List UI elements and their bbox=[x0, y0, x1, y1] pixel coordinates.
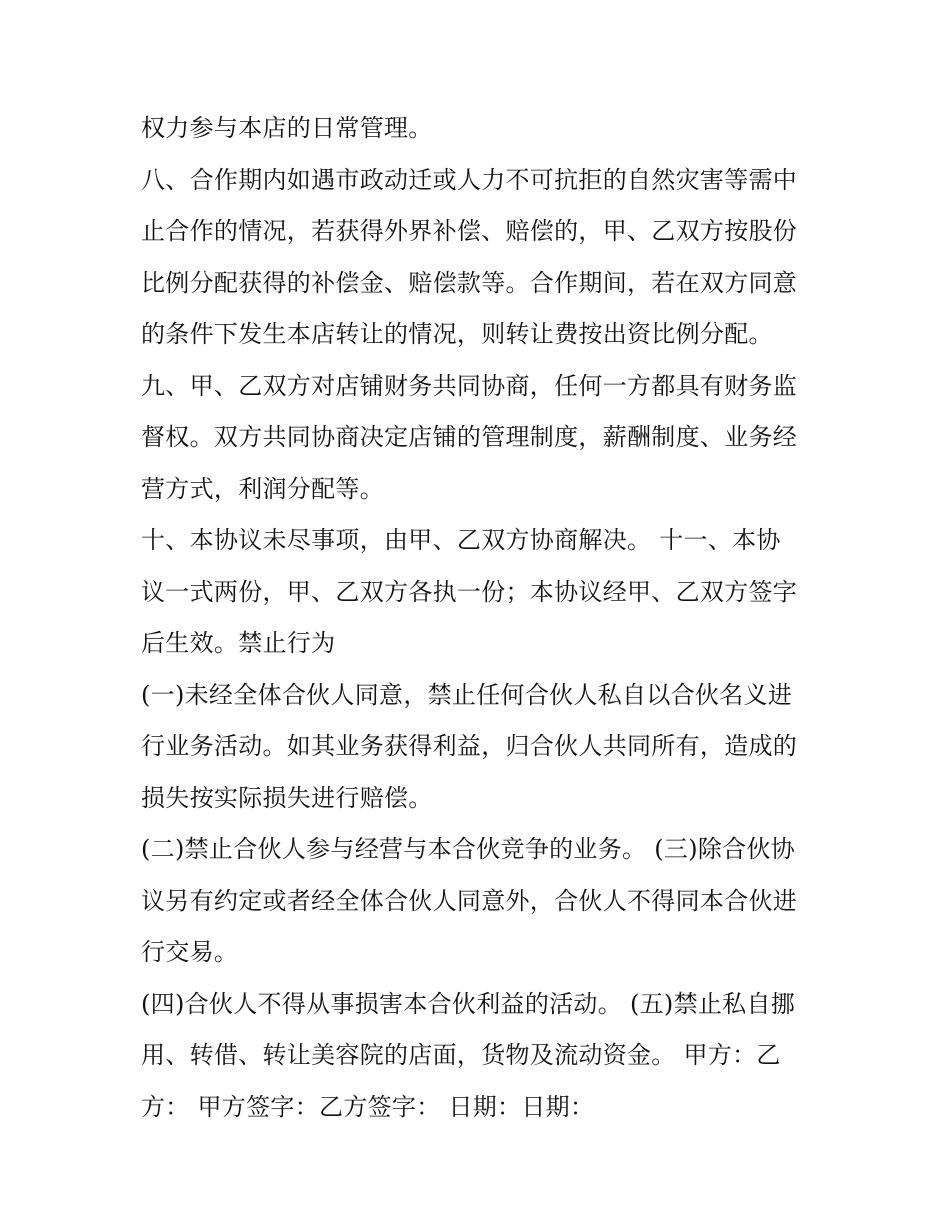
text-line: (四)合伙人不得从事损害本合伙利益的活动。 (五)禁止私自挪 bbox=[141, 989, 796, 1018]
text-line: 议另有约定或者经全体合伙人同意外，合伙人不得同本合伙进 bbox=[141, 886, 798, 915]
text-line: 用、转借、转让美容院的店面，货物及流动资金。 甲方：乙 bbox=[141, 1041, 781, 1069]
text-line: 行交易。 bbox=[141, 938, 239, 966]
text-line: (一)未经全体合伙人同意，禁止任何合伙人私自以合伙名义进 bbox=[141, 680, 793, 709]
text-line: 十、本协议未尽事项，由甲、乙双方协商解决。 十一、本协 bbox=[141, 526, 781, 554]
text-line: 八、合作期内如遇市政动迁或人力不可抗拒的自然灾害等需中 bbox=[141, 165, 798, 194]
text-line: 督权。双方共同协商决定店铺的管理制度，薪酬制度、业务经 bbox=[141, 423, 798, 451]
text-line: 九、甲、乙双方对店铺财务共同协商，任何一方都具有财务监 bbox=[141, 371, 798, 400]
text-line: 后生效。禁止行为 bbox=[141, 629, 336, 657]
text-line: 权力参与本店的日常管理。 bbox=[141, 114, 433, 142]
body-text bbox=[141, 106, 831, 1136]
text-line: 行业务活动。如其业务获得利益，归合伙人共同所有，造成的 bbox=[141, 732, 798, 760]
text-line: (二)禁止合伙人参与经营与本合伙竞争的业务。 (三)除合伙协 bbox=[141, 835, 796, 863]
text-line: 比例分配获得的补偿金、赔偿款等。合作期间，若在双方同意 bbox=[141, 268, 798, 297]
text-line: 营方式，利润分配等。 bbox=[141, 474, 384, 503]
text-line: 方： 甲方签字：乙方签字： 日期：日期： bbox=[141, 1092, 595, 1121]
text-line: 损失按实际损失进行赔偿。 bbox=[141, 783, 433, 812]
text-line: 的条件下发生本店转让的情况，则转让费按出资比例分配。 bbox=[141, 320, 773, 348]
text-line: 止合作的情况，若获得外界补偿、赔偿的，甲、乙双方按股份 bbox=[141, 217, 798, 245]
text-line: 议一式两份，甲、乙双方各执一份；本协议经甲、乙双方签字 bbox=[141, 577, 798, 606]
